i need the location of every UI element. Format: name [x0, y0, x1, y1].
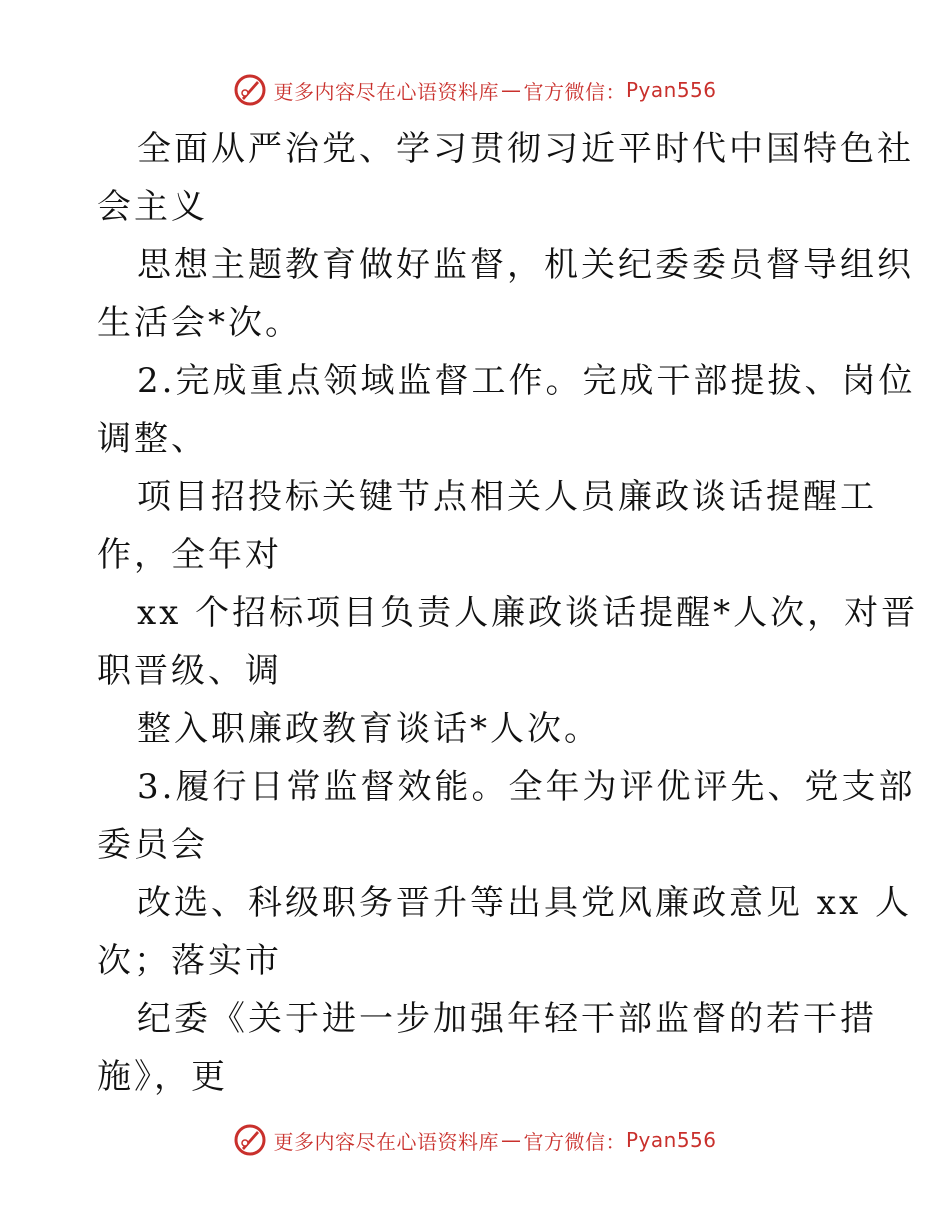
- watermark-text: 更多内容尽在心语资料库 — 官方微信： Pyan556: [273, 78, 717, 104]
- text-line: 会主义: [97, 187, 208, 227]
- text-line: xx 个招标项目负责人廉政谈话提醒*人次，对晋: [137, 593, 919, 633]
- text-line: 调整、: [97, 419, 208, 459]
- quill-logo-icon: [233, 1123, 267, 1157]
- watermark-text: 更多内容尽在心语资料库 — 官方微信： Pyan556: [273, 1128, 717, 1154]
- text-line: 项目招投标关键节点相关人员廉政谈话提醒工: [137, 477, 877, 517]
- text-line: 生活会*次。: [97, 303, 302, 343]
- text-line: 次；落实市: [97, 941, 282, 981]
- text-line: 思想主题教育做好监督，机关纪委委员督导组织: [137, 245, 914, 285]
- text-line: 纪委《关于进一步加强年轻干部监督的若干措: [137, 999, 877, 1039]
- text-line: 3.履行日常监督效能。全年为评优评先、党支部: [137, 767, 916, 807]
- text-line: 委员会: [97, 825, 208, 865]
- text-line: 全面从严治党、学习贯彻习近平时代中国特色社: [137, 129, 914, 169]
- text-line: 职晋级、调: [97, 651, 282, 691]
- text-line: 整入职廉政教育谈话*人次。: [137, 709, 601, 749]
- text-line: 作，全年对: [97, 535, 282, 575]
- text-line: 2.完成重点领域监督工作。完成干部提拔、岗位: [137, 361, 916, 401]
- text-line: 改选、科级职务晋升等出具党风廉政意见 xx 人: [137, 883, 912, 923]
- text-line: 施》，更: [97, 1057, 228, 1097]
- header-watermark: [0, 70, 950, 110]
- document-body: [97, 120, 919, 1106]
- quill-logo-icon: [233, 73, 267, 107]
- footer-watermark: [0, 1120, 950, 1160]
